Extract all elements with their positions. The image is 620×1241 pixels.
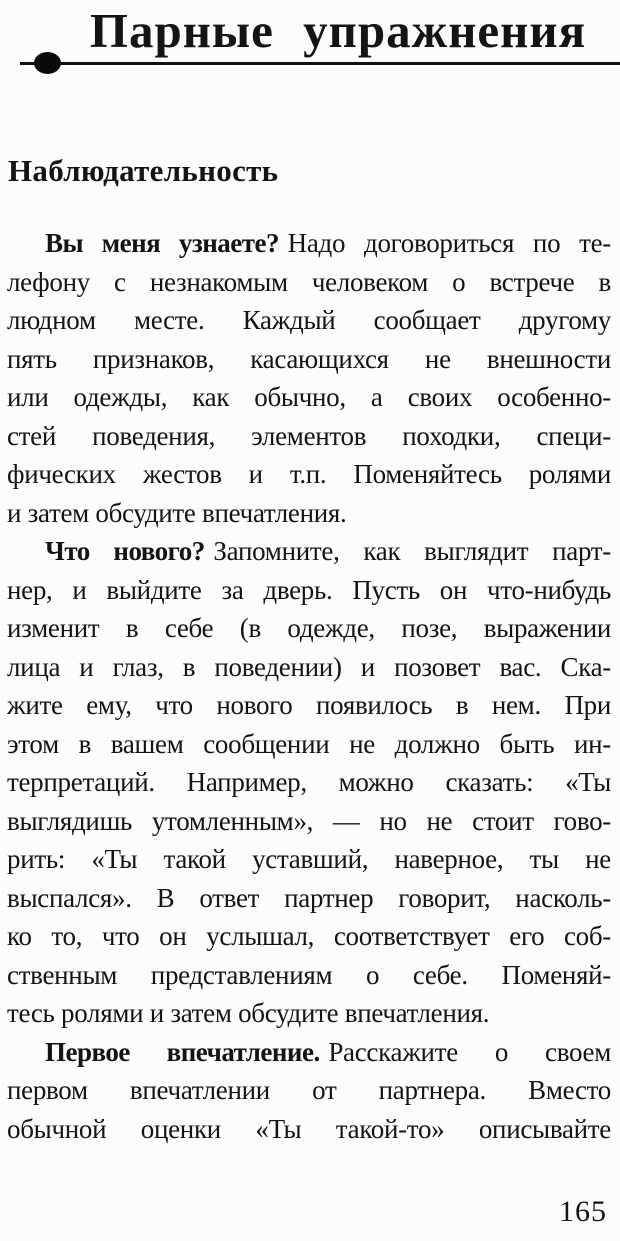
body-text (0, 224, 620, 1148)
text-line: стей поведения, элементов походки, специ- (7, 420, 611, 451)
text-line: пять признаков, касающихся не внешности (7, 343, 611, 374)
page-header (0, 0, 620, 65)
text-line: ственным представлениям о себе. Поменяй- (7, 959, 611, 990)
text-line: терпретаций. Например, можно сказать: «Ты (7, 767, 611, 798)
exercise-title: Первое впечатление. (45, 1036, 320, 1067)
section-heading: Наблюдательность (8, 152, 279, 188)
text-line: людном месте. Каждый сообщает другому (7, 305, 611, 336)
text-line: первом впечатлении от партнера. Вместо (7, 1075, 611, 1106)
text-line: тесь ролями и затем обсудите впечатления. (7, 998, 490, 1029)
text-line-content: Расскажите о своем (328, 1036, 611, 1067)
text-line: или одежды, как обычно, а своих особенно- (7, 382, 611, 413)
text-line: жите ему, что нового появилось в нем. При (7, 690, 611, 721)
text-line (7, 224, 611, 263)
text-line-content: Надо договориться по те- (287, 228, 611, 259)
exercise-title: Вы меня узнаете? (45, 228, 280, 259)
chapter-title: Парные упражнения (89, 3, 587, 58)
text-line: лефону с незнакомым человеком о встрече в (7, 266, 611, 297)
paragraph-2 (7, 532, 611, 1033)
text-line: рить: «Ты такой уставший, наверное, ты не (7, 844, 611, 875)
text-line: этом в вашем сообщении не должно быть ин- (7, 728, 611, 759)
page-number: 165 (559, 1195, 607, 1228)
text-line: выглядишь утомленным», — но не стоит гово- (7, 805, 611, 836)
text-line: нер, и выйдите за дверь. Пусть он что-нибудь (7, 574, 611, 605)
bullet-dot-icon (34, 52, 61, 74)
header-rule-line (20, 62, 620, 65)
text-line (7, 1033, 611, 1072)
text-line-content: Запомните, как выглядит парт- (213, 536, 612, 567)
paragraph-3 (7, 1033, 611, 1149)
exercise-title: Что нового? (45, 536, 205, 567)
text-line: ко то, что он услышал, соответствует его соб- (7, 921, 611, 952)
text-line: лица и глаз, в поведении) и позовет вас. Ска- (7, 651, 611, 682)
text-line: фических жестов и т.п. Поменяйтесь ролями (7, 459, 611, 490)
paragraph-1 (7, 224, 611, 532)
text-line: изменит в себе (в одежде, позе, выражении (7, 613, 611, 644)
text-line: обычной оценки «Ты такой-то» описывайте (7, 1113, 611, 1144)
text-line (7, 532, 611, 571)
text-line: и затем обсудите впечатления. (7, 497, 347, 528)
text-line: выспался». В ответ партнер говорит, насколь- (7, 882, 611, 913)
